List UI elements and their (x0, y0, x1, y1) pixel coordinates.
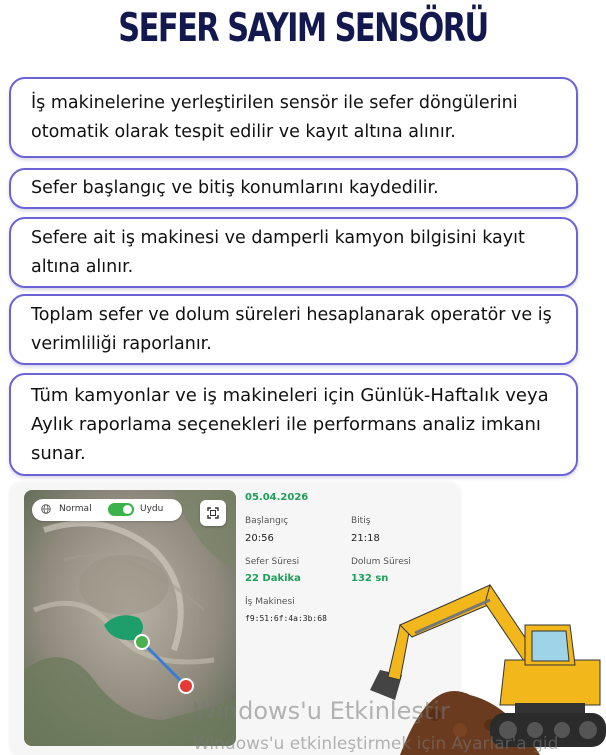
feature-card (9, 217, 578, 288)
page-title: SEFER SAYIM SENSÖRÜ (118, 6, 488, 51)
trip-duration-value: 22 Dakika (245, 573, 301, 584)
feature-card (9, 168, 578, 209)
feature-card (9, 294, 578, 365)
expand-icon (200, 500, 226, 526)
globe-icon (41, 504, 51, 514)
map-type-toggle[interactable] (32, 499, 182, 521)
expand-button[interactable] (200, 500, 226, 526)
feature-card (9, 77, 578, 158)
start-label: Başlangıç (245, 516, 289, 526)
feature-card (9, 373, 578, 476)
trip-duration-label: Sefer Süresi (245, 557, 300, 567)
feature-text: Tüm kamyonlar ve iş makineleri için Günlük-Haftalık veya Aylık raporlama seçenekleri ile performans analiz imkanı sunar. (31, 385, 549, 464)
machine-label: İş Makinesi (245, 597, 295, 607)
fill-duration-label: Dolum Süresi (351, 557, 411, 567)
start-time: 20:56 (245, 533, 274, 544)
activation-watermark: Windows'u Etkinleştir (193, 697, 450, 725)
end-time: 21:18 (351, 533, 380, 544)
switch-knob (123, 505, 132, 514)
activation-watermark-hint: Windows'u etkinleştirmek için Ayarlar'a gid (193, 734, 559, 754)
excavator-icon (340, 565, 606, 755)
end-label: Bitiş (351, 516, 371, 526)
fill-duration-value: 132 sn (351, 573, 389, 584)
machine-id: f9:51:6f:4a:3b:68 (245, 614, 327, 623)
map-satellite-label[interactable]: Uydu (140, 504, 164, 514)
feature-text: Toplam sefer ve dolum süreleri hesaplanarak operatör ve iş verimliliği raporlanır. (31, 304, 552, 354)
trip-date: 05.04.2026 (245, 492, 309, 503)
feature-text: İş makinelerine yerleştirilen sensör ile sefer döngülerini otomatik olarak tespit edilir ve kayıt altına alınır. (31, 92, 518, 142)
feature-text: Sefere ait iş makinesi ve damperli kamyon bilgisini kayıt altına alınır. (31, 227, 525, 277)
satellite-switch[interactable] (108, 503, 134, 516)
map-normal-label[interactable]: Normal (59, 504, 92, 514)
feature-text: Sefer başlangıç ve bitiş konumlarını kaydedilir. (31, 178, 439, 198)
